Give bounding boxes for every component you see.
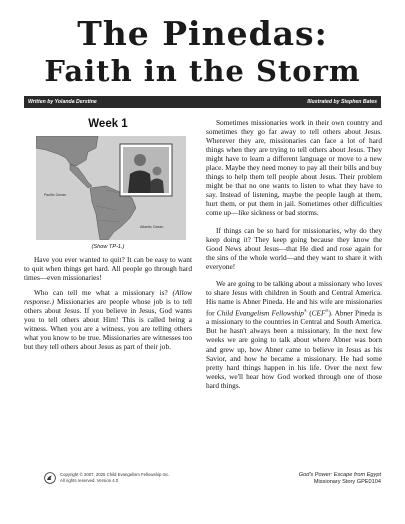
figure-caption: (Show TP-1.) — [91, 244, 125, 250]
lesson-code: Missionary Story GPE0104 — [313, 479, 381, 486]
copyright-line-2: All rights reserved. Version 4.0 — [60, 478, 119, 483]
map-photo-figure — [36, 136, 186, 240]
cef-abbrev: CEF — [311, 308, 326, 318]
right-paragraph-1: Sometimes missionaries work in their own country and sometimes they go far away to tell others about Jesus. Wherever they are, missionaries can face a lot of hard things when they are trying to tell others about Jesus. They might have to learn a different language or move to a new place. Maybe they need money to pay all their bills and buy things to help them tell people about Jesus. Their problem might be that no one wants to listen to what they have to say. Instead of listening, maybe the people laugh at them, hurt them, or put them in jail. Sometimes other difficulties come up—like sickness or bad storms. — [206, 118, 382, 218]
writer-credit: Written by Yolanda Derstine — [28, 99, 97, 105]
left-column — [24, 255, 192, 351]
page-title-line2: Faith in the Storm — [44, 54, 361, 88]
cef-name: Child Evangelism Fellowship — [216, 308, 304, 318]
left-paragraph-2 — [24, 288, 192, 351]
right-p3-part-c: ). Abner Pineda is a missionary to the countries in Central and South America. But he hasn't always been a missionary. In the next few weeks we are going to talk about where Abner was born and grew up, how Abner came to believe in Jesus as his Savior, and how he became a missionary. He had some pretty hard things happen in his life. Over the next few weeks, we'll hear how God worked through one of those hard things. — [206, 308, 382, 390]
byline-bar — [24, 96, 381, 108]
right-paragraph-3 — [206, 279, 382, 390]
page-title-line1: The Pinedas: — [77, 14, 328, 53]
cef-logo-icon — [44, 472, 56, 484]
left-paragraph-1: Have you ever wanted to quit? It can be easy to want to quit when things get hard. All people go through hard times—even missionaries! — [24, 255, 192, 283]
left-p2-rest: Missionaries are people whose job is to tell others about Jesus. If you believe in Jesus, God wants you to tell others about Him! This is called being a witness. When you are a witness, you are telling others what you know to be true. Missionaries are witnesses too but they tell others about Jesus as part of their job. — [24, 297, 192, 352]
right-paragraph-2: If things can be so hard for missionaries, why do they keep doing it? They keep going because they know the Good News about Jesus—that He died and rose again for the sins of the whole world—and they want to share it with everyone! — [206, 225, 382, 271]
copyright-block — [60, 472, 169, 484]
series-info — [299, 472, 381, 487]
map-label-pacific: Pacific Ocean — [44, 193, 67, 197]
illustrator-credit: Illustrated by Stephen Bates — [307, 99, 377, 105]
left-p2-intro: Who can tell me what a missionary is? — [34, 288, 173, 298]
week-heading: Week 1 — [88, 118, 128, 130]
map-label-atlantic: Atlantic Ocean — [140, 225, 164, 229]
right-p3-part-a: We are going to be talking about a missionary who loves to share Jesus with children in South and Central America. His name is Abner Pineda. He and his wife are missionaries for — [206, 278, 382, 318]
registered-mark: ® — [303, 307, 307, 313]
missionary-photo — [120, 144, 172, 196]
allow-response-note: (Allow response.) — [24, 288, 192, 307]
right-p3-part-b: ( — [306, 308, 312, 318]
series-title: God's Power: Escape from Egypt — [298, 472, 381, 478]
right-column — [206, 118, 382, 390]
registered-mark-2: ® — [325, 307, 329, 313]
copyright-line-1: Copyright © 2007, 2025 Child Evangelism Fellowship Inc. — [60, 472, 170, 477]
